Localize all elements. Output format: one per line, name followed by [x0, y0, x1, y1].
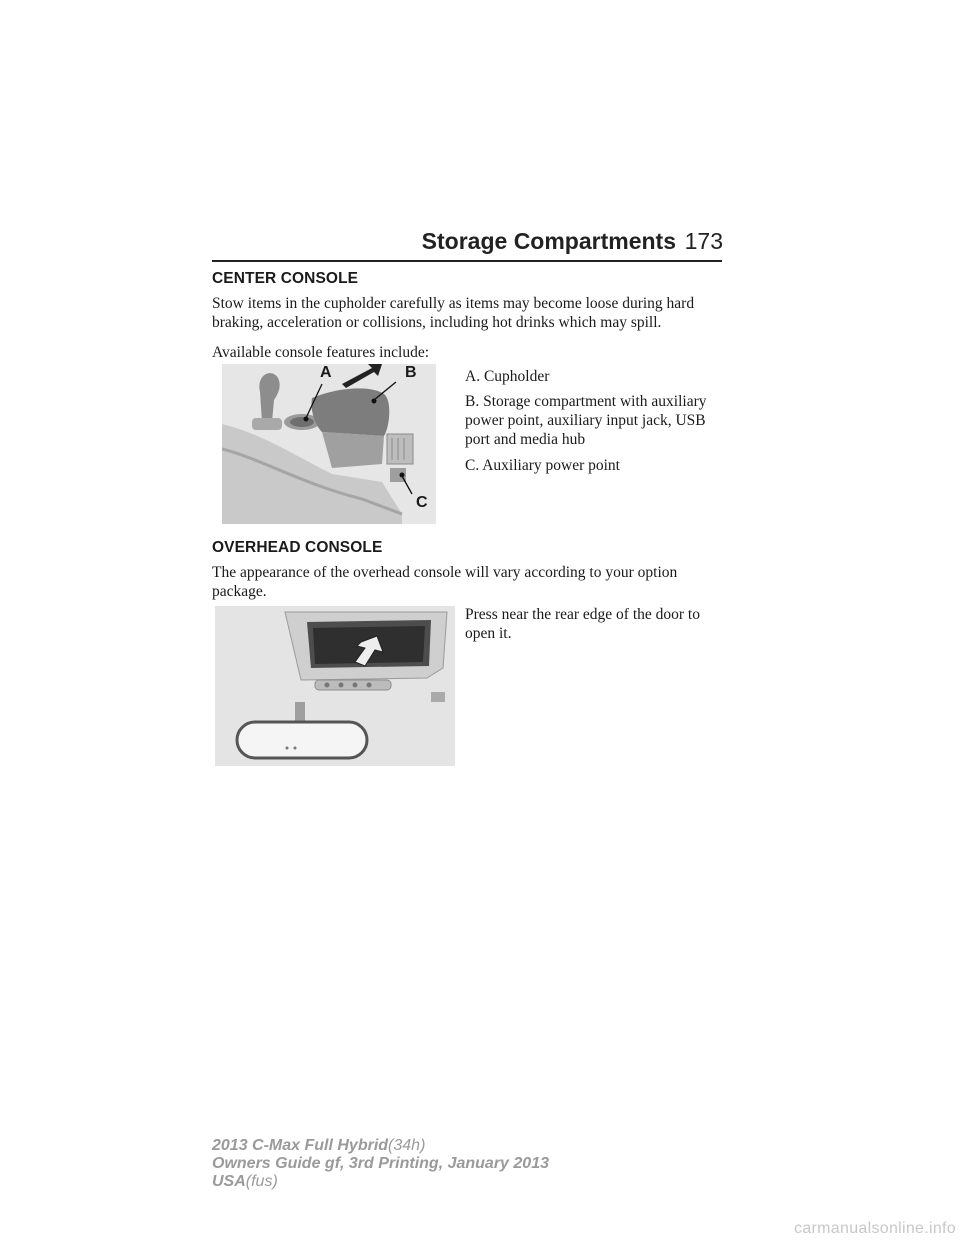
- feature-b: B. Storage compartment with auxiliary power point, auxiliary input jack, USB port and media hub: [465, 393, 707, 448]
- center-console-drawing: [222, 364, 436, 524]
- footer-printing: Owners Guide gf, 3rd Printing, January 2013: [212, 1155, 549, 1172]
- footer-line-3: [212, 1173, 732, 1191]
- overhead-console-drawing: [215, 606, 455, 766]
- header-rule: [212, 260, 722, 262]
- document-footer: [212, 1137, 732, 1191]
- callout-b: B: [405, 364, 417, 381]
- footer-model-code: (34h): [388, 1137, 426, 1154]
- callout-a: A: [320, 364, 332, 381]
- center-console-illustration: [222, 364, 436, 524]
- center-console-heading: CENTER CONSOLE: [212, 270, 359, 287]
- overhead-console-intro: The appearance of the overhead console will vary according to your option package.: [212, 564, 678, 600]
- overhead-console-heading: OVERHEAD CONSOLE: [212, 539, 383, 556]
- footer-line-2: [212, 1155, 732, 1173]
- footer-market: USA: [212, 1173, 246, 1190]
- page-number: 173: [684, 228, 723, 254]
- callout-c: C: [416, 494, 428, 511]
- feature-a: A. Cupholder: [465, 368, 550, 385]
- center-console-warning: Stow items in the cupholder carefully as items may become loose during hard braking, acceleration or collisions, including hot drinks which may spill.: [212, 295, 695, 331]
- running-header-title: Storage Compartments: [421, 228, 676, 254]
- footer-model: 2013 C-Max Full Hybrid: [212, 1137, 389, 1154]
- footer-market-code: (fus): [245, 1173, 278, 1190]
- footer-line-1: [212, 1137, 732, 1155]
- overhead-console-instruction: Press near the rear edge of the door to open it.: [465, 606, 700, 642]
- overhead-console-illustration: [215, 606, 455, 766]
- features-intro: Available console features include:: [212, 344, 430, 361]
- watermark: carmanualsonline.info: [794, 1220, 956, 1237]
- feature-c: C. Auxiliary power point: [465, 457, 620, 474]
